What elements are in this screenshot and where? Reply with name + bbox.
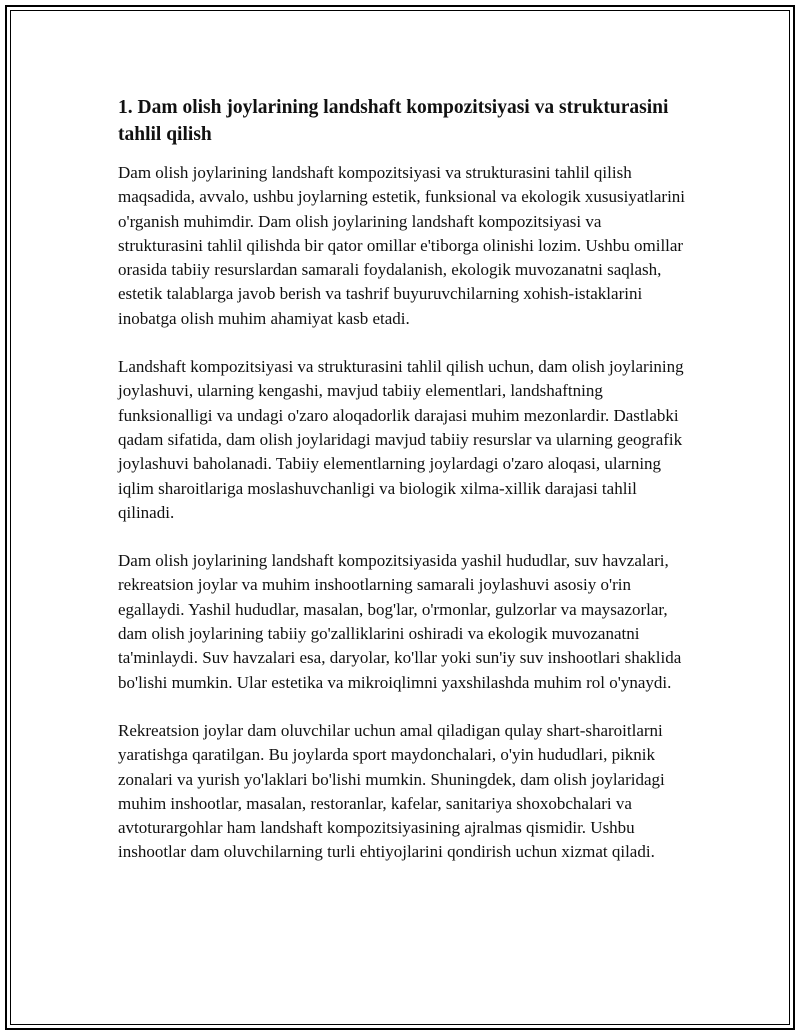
paragraph-1: Dam olish joylarining landshaft kompozitsiyasi va strukturasini tahlil qilish maqsadida, avvalo, ushbu joylarning estetik, funksional va ekologik xususiyatlarini o'rganish muhimdir. Dam olish joylarining landshaft kompozitsiyasi va strukturasini tahlil qilishda bir qator omillar e'tiborga olinishi lozim. Ushbu omillar orasida tabiiy resurslardan samarali foydalanish, ekologik muvozanatni saqlash, estetik talablarga javob berish va tashrif buyuruvchilarning xohish-istaklarini inobatga olish muhim ahamiyat kasb etadi. — [118, 163, 686, 328]
paragraph-3: Dam olish joylarining landshaft kompozitsiyasida yashil hududlar, suv havzalari, rekreatsion joylar va muhim inshootlarning samarali joylashuvi asosiy o'rin egallaydi. Yashil hududlar, masalan, bog'lar, o'rmonlar, gulzorlar va maysazorlar, dam olish joylarining tabiiy go'zalliklarini oshiradi va ekologik muvozanatni ta'minlaydi. Suv havzalari esa, daryolar, ko'llar yoki sun'iy suv inshootlari shaklida bo'lishi mumkin. Ular estetika va mikroiqlimni yaxshilashda muhim rol o'ynaydi. — [118, 551, 682, 692]
paragraph-2: Landshaft kompozitsiyasi va strukturasini tahlil qilish uchun, dam olish joylarining joylashuvi, ularning kengashi, mavjud tabiiy elementlari, landshaftning funksionalligi va undagi o'zaro aloqadorlik darajasi muhim mezonlardir. Dastlabki qadam sifatida, dam olish joylaridagi mavjud tabiiy resurslar va ularning geografik joylashuvi baholanadi. Tabiiy elementlarning joylardagi o'zaro aloqasi, ularning iqlim sharoitlariga moslashuvchanligi va biologik xilma-xillik darajasi tahlil qilinadi. — [118, 357, 684, 522]
paragraph-4: Rekreatsion joylar dam oluvchilar uchun amal qiladigan qulay shart-sharoitlarni yaratishga qaratilgan. Bu joylarda sport maydonchalari, o'yin hududlari, piknik zonalari va yurish yo'laklari bo'lishi mumkin. Shuningdek, dam olish joylaridagi muhim inshootlar, masalan, restoranlar, kafelar, sanitariya shoxobchalari va avtoturargohlar ham landshaft kompozitsiyasining ajralmas qismidir. Ushbu inshootlar dam oluvchilarning turli ehtiyojlarini qondirish uchun xizmat qiladi. — [118, 720, 665, 862]
section-heading: 1. Dam olish joylarining landshaft kompozitsiyasi va strukturasini tahlil qilish — [118, 97, 669, 145]
document-body — [118, 94, 688, 889]
